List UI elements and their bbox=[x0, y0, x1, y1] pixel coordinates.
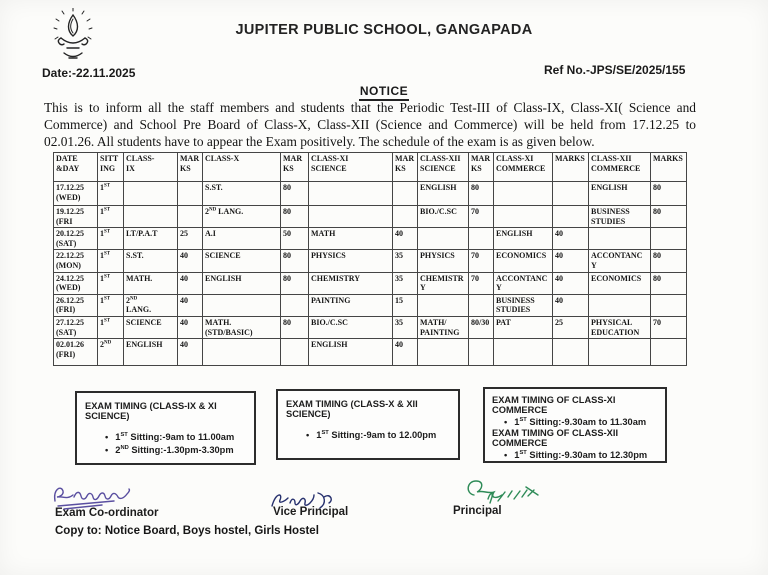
schedule-cell bbox=[589, 339, 651, 366]
schedule-cell: 70 bbox=[469, 272, 494, 294]
schedule-cell bbox=[553, 182, 589, 206]
schedule-cell: A.I bbox=[203, 228, 281, 250]
column-header: MAR KS bbox=[281, 153, 309, 182]
schedule-cell bbox=[203, 294, 281, 316]
schedule-cell: 40 bbox=[553, 228, 589, 250]
schedule-row bbox=[54, 294, 687, 316]
schedule-cell: 80 bbox=[651, 272, 687, 294]
schedule-cell bbox=[553, 339, 589, 366]
schedule-cell: MATH. bbox=[124, 272, 178, 294]
column-header: CLASS-X bbox=[203, 153, 281, 182]
timing-box-commerce bbox=[483, 387, 667, 463]
timing-bullet-item bbox=[504, 417, 658, 427]
schedule-cell: 27.12.25 (SAT) bbox=[54, 316, 98, 338]
schedule-cell bbox=[469, 228, 494, 250]
schedule-cell: 35 bbox=[393, 250, 418, 272]
schedule-cell: 80 bbox=[281, 182, 309, 206]
timing-bullet-item bbox=[105, 445, 246, 455]
schedule-cell: 40 bbox=[178, 294, 203, 316]
schedule-cell: 40 bbox=[178, 316, 203, 338]
timing-bullet-item bbox=[504, 450, 658, 460]
schedule-cell: BIO./C.SC bbox=[309, 316, 393, 338]
schedule-cell: ACCONTANCY bbox=[494, 272, 553, 294]
schedule-row bbox=[54, 206, 687, 228]
timing-box-title: EXAM TIMING OF CLASS-XI COMMERCE bbox=[492, 395, 616, 415]
schedule-cell: PAT bbox=[494, 316, 553, 338]
exam-coordinator-label: Exam Co-ordinator bbox=[55, 507, 159, 519]
schedule-cell: 40 bbox=[178, 339, 203, 366]
exam-schedule-table bbox=[53, 152, 687, 366]
schedule-cell: 25 bbox=[178, 228, 203, 250]
column-header: DATE &DAY bbox=[54, 153, 98, 182]
schedule-cell: 80 bbox=[469, 182, 494, 206]
notice-body-paragraph: This is to inform all the staff members and students that the Periodic Test-III of Class-IX, Class-XI( Science and Commerce) and School Pre Board of Class-X, Class-XII (Science and Commerce) will be held from 17.12.25 to 02.01.26. All students have to appear the Exam positively. The schedule of the exam is as given below. bbox=[44, 100, 696, 150]
schedule-cell: BUSINESS STUDIES bbox=[589, 206, 651, 228]
schedule-cell: 80 bbox=[651, 182, 687, 206]
schedule-cell bbox=[178, 206, 203, 228]
schedule-cell: 26.12.25 (FRI) bbox=[54, 294, 98, 316]
schedule-cell: PHYSICS bbox=[418, 250, 469, 272]
schedule-cell: 50 bbox=[281, 228, 309, 250]
schedule-cell: ENGLISH bbox=[203, 272, 281, 294]
schedule-cell bbox=[651, 228, 687, 250]
schedule-cell bbox=[494, 339, 553, 366]
schedule-cell: 2ND LANG. bbox=[124, 294, 178, 316]
schedule-cell: SCIENCE bbox=[203, 250, 281, 272]
schedule-cell: 80/30 bbox=[469, 316, 494, 338]
column-header: CLASS-XI SCIENCE bbox=[309, 153, 393, 182]
schedule-row bbox=[54, 250, 687, 272]
schedule-row bbox=[54, 228, 687, 250]
schedule-cell bbox=[281, 294, 309, 316]
schedule-cell bbox=[124, 206, 178, 228]
schedule-cell bbox=[469, 339, 494, 366]
schedule-cell: 22.12.25 (MON) bbox=[54, 250, 98, 272]
schedule-cell bbox=[553, 206, 589, 228]
schedule-cell bbox=[651, 294, 687, 316]
schedule-cell bbox=[178, 182, 203, 206]
schedule-cell: 24.12.25 (WED) bbox=[54, 272, 98, 294]
schedule-cell: 80 bbox=[281, 272, 309, 294]
schedule-cell bbox=[281, 339, 309, 366]
schedule-cell: MATH bbox=[309, 228, 393, 250]
bullet-dot-icon: • bbox=[105, 445, 109, 455]
vice-principal-label: Vice Principal bbox=[273, 506, 349, 518]
bullet-dot-icon: • bbox=[504, 450, 508, 460]
timing-box-title: EXAM TIMING OF CLASS-XII COMMERCE bbox=[492, 428, 619, 448]
schedule-cell bbox=[393, 206, 418, 228]
schedule-cell bbox=[418, 294, 469, 316]
schedule-cell: 40 bbox=[553, 272, 589, 294]
schedule-cell: S.ST. bbox=[203, 182, 281, 206]
schedule-cell: 80 bbox=[651, 206, 687, 228]
schedule-cell: 1ST bbox=[98, 182, 124, 206]
school-name-title: JUPITER PUBLIC SCHOOL, GANGAPADA bbox=[235, 22, 533, 38]
column-header: MARKS bbox=[651, 153, 687, 182]
schedule-cell bbox=[203, 339, 281, 366]
schedule-cell: ECONOMICS bbox=[589, 272, 651, 294]
timing-bullet-item bbox=[306, 430, 450, 440]
schedule-cell: 20.12.25 (SAT) bbox=[54, 228, 98, 250]
schedule-cell: ENGLISH bbox=[418, 182, 469, 206]
schedule-cell: PHYSICAL EDUCATION bbox=[589, 316, 651, 338]
schedule-cell: 40 bbox=[178, 272, 203, 294]
timing-text: 1ST Sitting:-9.30am to 12.30pm bbox=[514, 449, 648, 460]
schedule-cell: 25 bbox=[553, 316, 589, 338]
column-header: CLASS-XII COMMERCE bbox=[589, 153, 651, 182]
timing-text: 1ST Sitting:-9am to 11.00am bbox=[115, 431, 235, 442]
schedule-cell: MATH/ PAINTING bbox=[418, 316, 469, 338]
schedule-cell: 1ST bbox=[98, 294, 124, 316]
schedule-cell: 1ST bbox=[98, 250, 124, 272]
schedule-cell: 70 bbox=[651, 316, 687, 338]
column-header: MAR KS bbox=[178, 153, 203, 182]
column-header: MAR KS bbox=[469, 153, 494, 182]
schedule-cell bbox=[589, 294, 651, 316]
schedule-cell: 2ND LANG. bbox=[203, 206, 281, 228]
schedule-cell bbox=[418, 228, 469, 250]
bullet-dot-icon: • bbox=[306, 430, 310, 440]
schedule-cell: LT/P.A.T bbox=[124, 228, 178, 250]
column-header: MAR KS bbox=[393, 153, 418, 182]
schedule-cell: ENGLISH bbox=[494, 228, 553, 250]
column-header: CLASS-XII SCIENCE bbox=[418, 153, 469, 182]
schedule-row bbox=[54, 339, 687, 366]
notice-date: Date:-22.11.2025 bbox=[42, 66, 136, 80]
schedule-cell: 1ST bbox=[98, 206, 124, 228]
timing-box-title: EXAM TIMING (CLASS-X & XII SCIENCE) bbox=[286, 399, 418, 419]
bullet-dot-icon: • bbox=[105, 432, 109, 442]
bullet-dot-icon: • bbox=[504, 417, 508, 427]
schedule-cell: BUSINESS STUDIES bbox=[494, 294, 553, 316]
notice-heading-wrap bbox=[0, 82, 768, 100]
schedule-cell: 15 bbox=[393, 294, 418, 316]
schedule-cell: 40 bbox=[553, 294, 589, 316]
schedule-cell: ACCONTANCY bbox=[589, 250, 651, 272]
schedule-cell: 1ST bbox=[98, 316, 124, 338]
column-header: CLASS- IX bbox=[124, 153, 178, 182]
schedule-cell: CHEMISTRY bbox=[309, 272, 393, 294]
schedule-cell: BIO./C.SC bbox=[418, 206, 469, 228]
notice-heading: NOTICE bbox=[359, 84, 409, 101]
column-header: CLASS-XI COMMERCE bbox=[494, 153, 553, 182]
schedule-cell: ENGLISH bbox=[589, 182, 651, 206]
copy-to-line: Copy to: Notice Board, Boys hostel, Girls Hostel bbox=[55, 525, 319, 537]
schedule-cell: ENGLISH bbox=[309, 339, 393, 366]
schedule-cell: 70 bbox=[469, 250, 494, 272]
schedule-cell bbox=[494, 182, 553, 206]
timing-text: 2ND Sitting:-1.30pm-3.30pm bbox=[115, 444, 234, 455]
schedule-cell: S.ST. bbox=[124, 250, 178, 272]
schedule-cell: ENGLISH bbox=[124, 339, 178, 366]
schedule-cell: 40 bbox=[178, 250, 203, 272]
schedule-row bbox=[54, 272, 687, 294]
schedule-cell: PAINTING bbox=[309, 294, 393, 316]
schedule-cell: 80 bbox=[281, 206, 309, 228]
timing-box-title: EXAM TIMING (CLASS-IX & XI SCIENCE) bbox=[85, 401, 217, 421]
schedule-cell bbox=[309, 206, 393, 228]
schedule-cell bbox=[589, 228, 651, 250]
schedule-cell bbox=[418, 339, 469, 366]
timing-bullet-item bbox=[105, 432, 246, 442]
schedule-cell: 02.01.26 (FRI) bbox=[54, 339, 98, 366]
schedule-cell: 1ST bbox=[98, 272, 124, 294]
schedule-cell bbox=[124, 182, 178, 206]
reference-number: Ref No.-JPS/SE/2025/155 bbox=[544, 63, 686, 77]
schedule-cell: ECONOMICS bbox=[494, 250, 553, 272]
schedule-cell bbox=[309, 182, 393, 206]
schedule-cell: SCIENCE bbox=[124, 316, 178, 338]
schedule-cell: 80 bbox=[281, 316, 309, 338]
timing-box-class10-12-science bbox=[276, 389, 460, 460]
timing-box-class9-11-science bbox=[75, 391, 256, 465]
schedule-cell: 17.12.25 (WED) bbox=[54, 182, 98, 206]
schedule-cell: 80 bbox=[651, 250, 687, 272]
schedule-cell: MATH. (STD/BASIC) bbox=[203, 316, 281, 338]
schedule-cell: 35 bbox=[393, 272, 418, 294]
schedule-cell bbox=[651, 339, 687, 366]
schedule-cell: 40 bbox=[393, 339, 418, 366]
schedule-cell: 1ST bbox=[98, 228, 124, 250]
column-header: MARKS bbox=[553, 153, 589, 182]
schedule-cell: 80 bbox=[281, 250, 309, 272]
schedule-cell: 40 bbox=[553, 250, 589, 272]
principal-label: Principal bbox=[453, 505, 502, 517]
timing-text: 1ST Sitting:-9.30am to 11.30am bbox=[514, 416, 647, 427]
schedule-cell: 2ND bbox=[98, 339, 124, 366]
schedule-cell bbox=[393, 182, 418, 206]
schedule-cell: 70 bbox=[469, 206, 494, 228]
schedule-cell: 35 bbox=[393, 316, 418, 338]
schedule-cell: PHYSICS bbox=[309, 250, 393, 272]
schedule-cell: 40 bbox=[393, 228, 418, 250]
schedule-row bbox=[54, 182, 687, 206]
column-header: SITT ING bbox=[98, 153, 124, 182]
schedule-cell bbox=[494, 206, 553, 228]
schedule-cell: 19.12.25 (FRI bbox=[54, 206, 98, 228]
schedule-row bbox=[54, 316, 687, 338]
timing-text: 1ST Sitting:-9am to 12.00pm bbox=[316, 429, 437, 440]
schedule-cell: CHEMISTRY bbox=[418, 272, 469, 294]
schedule-cell bbox=[469, 294, 494, 316]
